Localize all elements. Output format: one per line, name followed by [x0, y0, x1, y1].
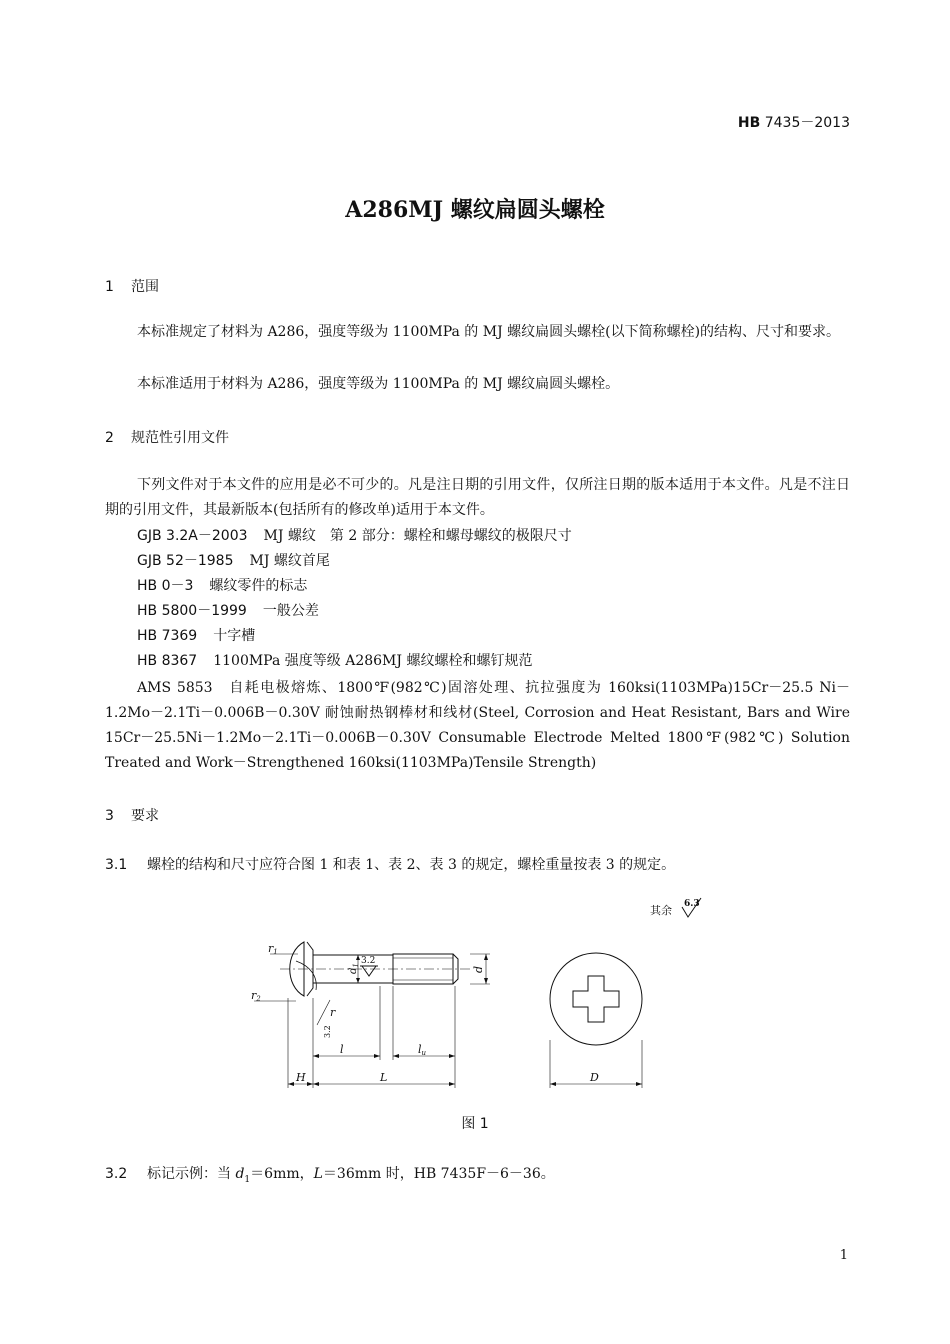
- section-heading-scope: [105, 276, 159, 296]
- section-number: 1: [105, 279, 114, 295]
- cross-recess-icon: [573, 976, 619, 1022]
- reference-item: HB 0－3 螺纹零件的标志: [137, 578, 308, 594]
- bolt-head-end-view: [550, 953, 642, 1045]
- clause-number: 3.2: [105, 1166, 128, 1182]
- page-number: 1: [839, 1248, 848, 1263]
- section-heading-normative: [105, 427, 229, 447]
- label-D: D: [590, 1071, 599, 1084]
- document-code: HB 7435－2013: [737, 115, 850, 131]
- section-heading-requirements: [105, 805, 159, 825]
- label-d: d: [472, 965, 485, 973]
- reference-item-ams: AMS 5853 自耗电极熔炼、1800℉(982℃)固溶处理、抗拉强度为 160ksi(1103MPa)15Cr－25.5 Ni－1.2Mo－2.1Ti－0.006B－0.30V 耐蚀耐热钢棒材和线材(Steel, Corrosion and Heat Resistant, Bars and Wire 15Cr－25.5Ni－1.2Mo－2.1Ti－0.006B－0.30V Consumable Electrode Melted 1800℉(982℃) Solution Treated and Work－Strengthened 160ksi(1103MPa)Tensile Strength): [105, 680, 850, 771]
- label-r1: r1: [268, 942, 278, 956]
- label-l: l: [340, 1043, 344, 1056]
- label-d1: $d_1$: [348, 963, 360, 974]
- reference-item: GJB 3.2A－2003 MJ 螺纹 第 2 部分：螺栓和螺母螺纹的极限尺寸: [137, 528, 572, 544]
- label-r2: r2: [251, 989, 261, 1003]
- scope-paragraph-2: 本标准适用于材料为 A286，强度等级为 1100MPa 的 MJ 螺纹扁圆头螺栓。: [137, 376, 620, 392]
- label-H: H: [296, 1071, 306, 1084]
- reference-item: HB 7369 十字槽: [137, 628, 256, 644]
- normative-intro: 下列文件对于本文件的应用是必不可少的。凡是注日期的引用文件，仅所注日期的版本适用于本文件。凡是不注日期的引用文件，其最新版本(包括所有的修改单)适用于本文件。: [105, 477, 850, 518]
- roughness-value: 6.3: [684, 899, 700, 909]
- reference-item: GJB 52－1985 MJ 螺纹首尾: [137, 553, 330, 569]
- surface-mark-icon: [362, 966, 376, 976]
- scope-paragraph-1: 本标准规定了材料为 A286，强度等级为 1100MPa 的 MJ 螺纹扁圆头螺栓(以下简称螺栓)的结构、尺寸和要求。: [137, 324, 841, 340]
- document-title: A286MJ 螺纹扁圆头螺栓: [345, 197, 605, 223]
- roughness-label: 其余: [650, 904, 672, 917]
- clause-text: 螺栓的结构和尺寸应符合图 1 和表 1、表 2、表 3 的规定，螺栓重量按表 3 的规定。: [147, 857, 676, 873]
- clause-number: 3.1: [105, 857, 128, 873]
- label-lu: lu: [418, 1043, 427, 1057]
- clause-3-2: 3.2 标记示例：当 $d_1=6mm$，L＝36mm 时，HB 7435F－6－36。: [105, 1166, 555, 1185]
- reference-item: HB 8367 1100MPa 强度等级 A286MJ 螺纹螺栓和螺钉规范: [137, 653, 533, 669]
- figure-1-drawing: [0, 890, 950, 1105]
- label-L: L: [380, 1071, 388, 1084]
- section-title: 范围: [131, 279, 159, 295]
- surface-mark-label-2: 3.2: [323, 1025, 332, 1038]
- section-number: 3: [105, 808, 114, 824]
- section-title: 要求: [131, 808, 159, 824]
- label-r: r: [330, 1006, 336, 1019]
- section-title: 规范性引用文件: [131, 430, 229, 446]
- figure-caption: 图 1: [461, 1116, 489, 1132]
- reference-item: HB 5800－1999 一般公差: [137, 603, 319, 619]
- section-number: 2: [105, 430, 114, 446]
- surface-mark-label: 3.2: [361, 956, 376, 966]
- clause-3-1: [105, 854, 675, 874]
